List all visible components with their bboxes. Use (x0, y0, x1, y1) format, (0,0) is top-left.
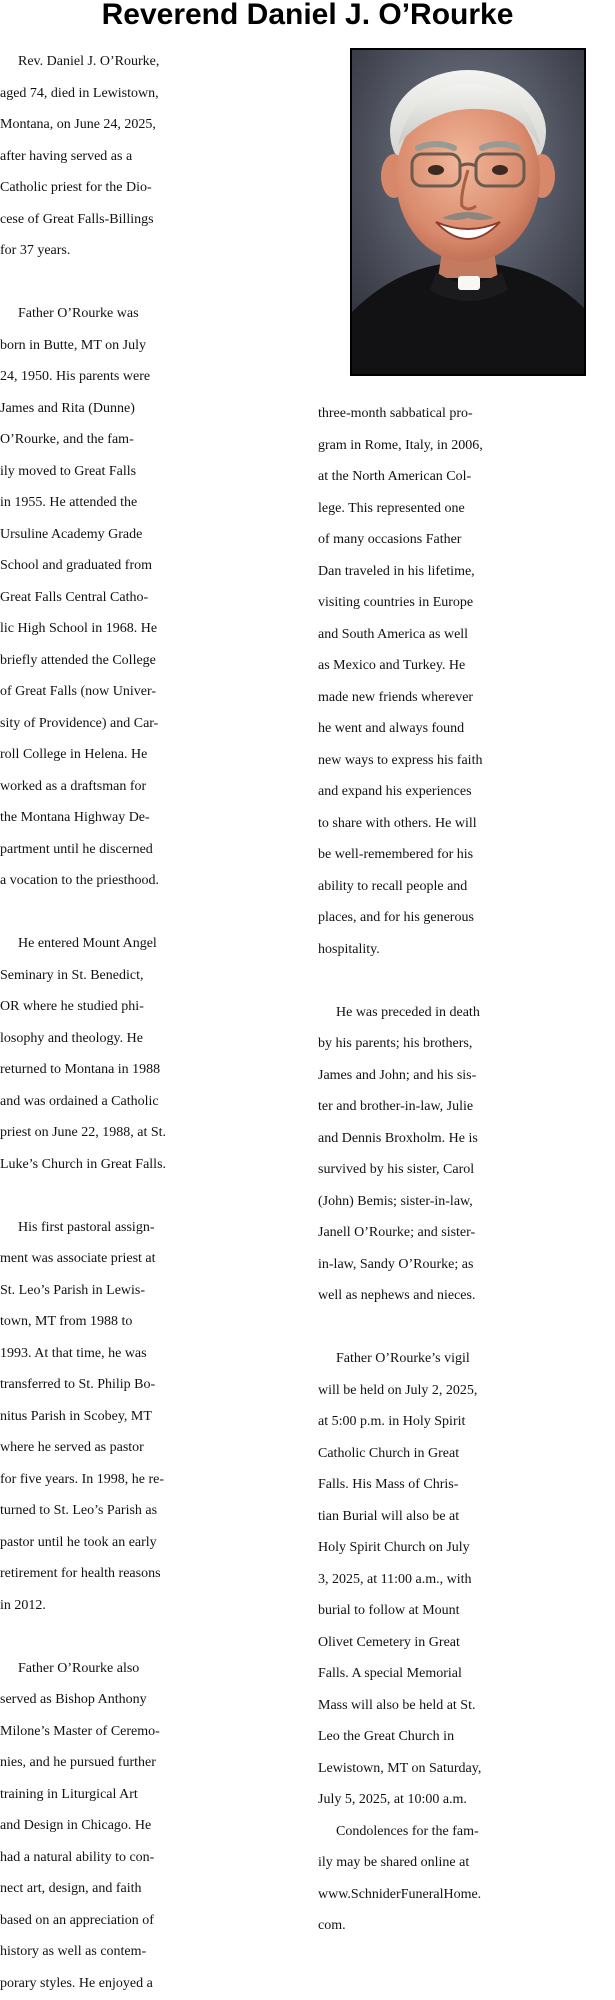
obituary-text-line: be well-remembered for his (318, 847, 474, 862)
obituary-text-line: nitus Parish in Scobey, MT (0, 1408, 152, 1424)
obituary-title: Reverend Daniel J. O’Rourke (101, 0, 514, 31)
obituary-text-line: Ursuline Academy Grade (0, 526, 143, 542)
obituary-text-line: Montana, on June 24, 2025, (0, 117, 156, 132)
obituary-text-line: and was ordained a Catholic (0, 1093, 159, 1109)
obituary-text-line: Mass will also be held at St. (318, 1697, 476, 1713)
obituary-text-line: priest on June 22, 1988, at St. (0, 1125, 167, 1140)
obituary-text-line: Janell O’Rourke; and sister- (318, 1225, 476, 1240)
obituary-text-line: O’Rourke, and the fam- (0, 432, 134, 447)
obituary-text-line: for 37 years. (0, 243, 71, 258)
obituary-text-line: (John) Bemis; sister-in-law, (318, 1193, 473, 1209)
obituary-text-line: Great Falls Central Catho- (0, 589, 149, 605)
obituary-text-line: cese of Great Falls-Billings (0, 211, 154, 227)
obituary-text-line: and expand his experiences (318, 784, 472, 799)
obituary-text-line: new ways to express his faith (318, 752, 483, 768)
obituary-text-line: returned to Montana in 1988 (0, 1062, 161, 1077)
obituary-text-line: after having served as a (0, 148, 133, 164)
obituary-text-line: lege. This represented one (318, 500, 465, 516)
obituary-text-line: 24, 1950. His parents were (0, 369, 151, 384)
obituary-text-line: for five years. In 1998, he re- (0, 1471, 165, 1487)
obituary-text-line: to share with others. He will (318, 815, 477, 831)
obituary-text-line: Catholic priest for the Dio- (0, 180, 152, 195)
obituary-text-line: nies, and he pursued further (0, 1755, 156, 1770)
obituary-text-line: worked as a draftsman for (0, 778, 147, 794)
obituary-text-line: Olivet Cemetery in Great (318, 1634, 460, 1650)
obituary-text-line: turned to St. Leo’s Parish as (0, 1503, 158, 1518)
obituary-text-line: as Mexico and Turkey. He (318, 658, 466, 673)
paragraph-gap (318, 965, 615, 997)
obituary-text-line: hospitality. (318, 941, 380, 957)
paragraph-gap (0, 1180, 310, 1212)
obituary-text-line: in 2012. (0, 1597, 46, 1613)
obituary-text-line: in-law, Sandy O’Rourke; as (318, 1256, 474, 1272)
obituary-text-line: transferred to St. Philip Bo- (0, 1377, 156, 1392)
obituary-text-line: nect art, design, and faith (0, 1881, 142, 1896)
obituary-text-line: 1993. At that time, he was (0, 1345, 147, 1361)
obituary-text-line: www.SchniderFuneralHome. (318, 1886, 482, 1902)
obituary-text-line: at the North American Col- (318, 469, 472, 484)
obituary-text-line: training in Liturgical Art (0, 1786, 138, 1802)
obituary-text-line: burial to follow at Mount (318, 1603, 460, 1618)
obituary-text-line: town, MT from 1988 to (0, 1314, 133, 1329)
obituary-text-line: July 5, 2025, at 10:00 a.m. (318, 1792, 467, 1807)
obituary-text-line: roll College in Helena. He (0, 747, 148, 762)
obituary-text-line: ily moved to Great Falls (0, 463, 137, 479)
obituary-text-line: and Design in Chicago. He (0, 1818, 152, 1833)
obituary-text-line: Falls. His Mass of Chris- (318, 1477, 459, 1492)
obituary-text-line: Luke’s Church in Great Falls. (0, 1156, 167, 1172)
obituary-text-line: Holy Spirit Church on July (318, 1540, 470, 1555)
obituary-text-line: St. Leo’s Parish in Lewis- (0, 1282, 146, 1298)
obituary-text-line: made new friends wherever (318, 689, 474, 705)
obituary-text-line: ability to recall people and (318, 878, 468, 894)
obituary-text-line: Father O’Rourke also (18, 1660, 140, 1676)
priest-portrait-illustration (352, 50, 584, 374)
obituary-text-line: served as Bishop Anthony (0, 1692, 147, 1707)
obituary-text-line: well as nephews and nieces. (318, 1288, 476, 1303)
obituary-text-line: 3, 2025, at 11:00 a.m., with (318, 1571, 472, 1587)
obituary-text-line: porary styles. He enjoyed a (0, 1975, 153, 1991)
obituary-text-line: history as well as contem- (0, 1944, 147, 1959)
obituary-text-line: retirement for health reasons (0, 1566, 161, 1581)
obituary-text-line: based on an appreciation of (0, 1912, 154, 1928)
obituary-text-line: School and graduated from (0, 558, 153, 573)
obituary-text-line: losophy and theology. He (0, 1030, 143, 1046)
obituary-text-line: a vocation to the priesthood. (0, 873, 160, 888)
obituary-column-right (318, 398, 615, 1942)
obituary-text-line: Father O’Rourke’s vigil (336, 1351, 470, 1366)
obituary-text-line: by his parents; his brothers, (318, 1036, 473, 1051)
obituary-text-line: visiting countries in Europe (318, 595, 474, 610)
obituary-text-line: Milone’s Master of Ceremo- (0, 1723, 160, 1739)
obituary-text-line: He was preceded in death (336, 1004, 480, 1020)
obituary-text-line: aged 74, died in Lewistown, (0, 85, 159, 101)
obituary-text-line: ter and brother-in-law, Julie (318, 1099, 474, 1114)
obituary-text-line: pastor until he took an early (0, 1534, 157, 1550)
obituary-text-line: briefly attended the College (0, 652, 156, 668)
obituary-text-line: where he served as pastor (0, 1440, 144, 1455)
obituary-text-line: of many occasions Father (318, 532, 462, 547)
obituary-text-line: at 5:00 p.m. in Holy Spirit (318, 1414, 466, 1429)
obituary-text-line: Leo the Great Church in (318, 1729, 455, 1744)
obituary-text-line: three-month sabbatical pro- (318, 406, 473, 421)
obituary-text-line: he went and always found (318, 721, 465, 736)
obituary-text-line: His first pastoral assign- (18, 1219, 155, 1235)
obituary-text-line: James and John; and his sis- (318, 1067, 477, 1083)
obituary-text-line: in 1955. He attended the (0, 495, 138, 510)
obituary-text-line: lic High School in 1968. He (0, 621, 158, 636)
obituary-text-line: Falls. A special Memorial (318, 1666, 462, 1681)
paragraph-gap (318, 1312, 615, 1344)
obituary-text-line: places, and for his generous (318, 910, 474, 925)
obituary-text-line: partment until he discerned (0, 841, 153, 857)
obituary-text-line: of Great Falls (now Univer- (0, 684, 157, 699)
obituary-text-line: Catholic Church in Great (318, 1445, 460, 1461)
portrait-photo (350, 48, 586, 376)
obituary-text-line: the Montana Highway De- (0, 810, 150, 825)
paragraph-gap (0, 1621, 310, 1653)
obituary-text-line: sity of Providence) and Car- (0, 715, 159, 731)
obituary-text-line: born in Butte, MT on July (0, 337, 146, 353)
obituary-text-line: Seminary in St. Benedict, (0, 967, 144, 983)
paragraph-gap (0, 897, 310, 929)
obituary-text-line: com. (318, 1918, 346, 1933)
obituary-text-line: Father O’Rourke was (18, 306, 139, 321)
obituary-text-line: Rev. Daniel J. O’Rourke, (18, 54, 160, 69)
obituary-text-line: and Dennis Broxholm. He is (318, 1130, 478, 1146)
obituary-text-line: will be held on July 2, 2025, (318, 1382, 478, 1398)
obituary-text-line: survived by his sister, Carol (318, 1162, 475, 1177)
obituary-text-line: had a natural ability to con- (0, 1849, 155, 1865)
obituary-text-line: ily may be shared online at (318, 1855, 470, 1870)
obituary-text-line: ment was associate priest at (0, 1251, 156, 1266)
obituary-text-line: OR where he studied phi- (0, 999, 144, 1014)
obituary-text-line: James and Rita (Dunne) (0, 400, 135, 416)
obituary-text-line: tian Burial will also be at (318, 1508, 460, 1524)
obituary-text-line: and South America as well (318, 626, 469, 642)
obituary-text-line: gram in Rome, Italy, in 2006, (318, 437, 483, 453)
obituary-text-line: Lewistown, MT on Saturday, (318, 1760, 482, 1776)
paragraph-gap (0, 267, 310, 299)
obituary-text-line: He entered Mount Angel (18, 936, 157, 951)
obituary-text-line: Condolences for the fam- (336, 1823, 479, 1839)
obituary-column-left (0, 46, 310, 1999)
obituary-text-line: Dan traveled in his lifetime, (318, 563, 475, 579)
